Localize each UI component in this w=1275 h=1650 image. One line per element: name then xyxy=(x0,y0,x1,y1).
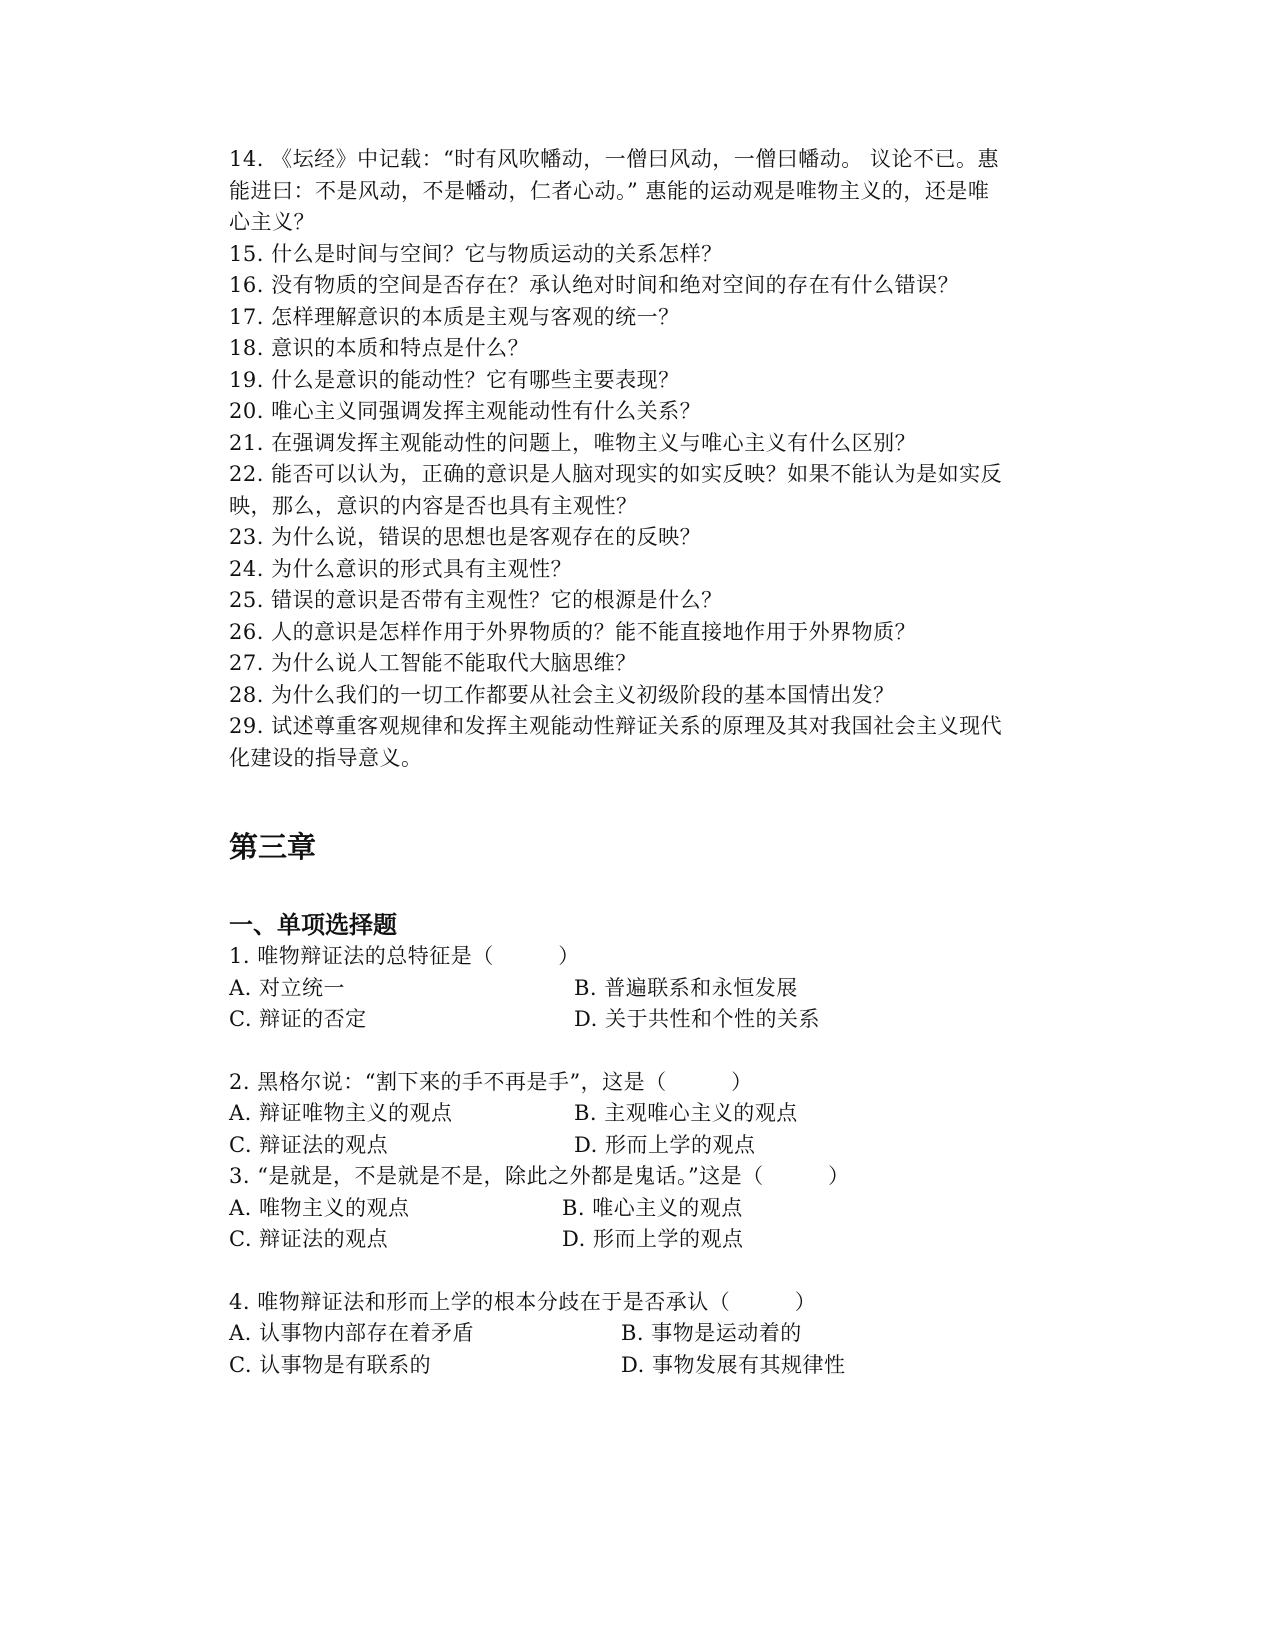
question-line: 28. 为什么我们的一切工作都要从社会主义初级阶段的基本国情出发？ xyxy=(229,682,895,707)
question-stem: 1. 唯物辩证法的总特征是（ ） xyxy=(229,944,580,968)
option-a: A. 辩证唯物主义的观点 xyxy=(229,1101,453,1125)
option-b: B. 普遍联系和永恒发展 xyxy=(574,975,798,1000)
question-item xyxy=(229,680,1129,712)
option-row xyxy=(229,973,1129,1005)
question-line: 能进曰：不是风动，不是幡动，仁者心动。” 惠能的运动观是唯物主义的，还是唯 xyxy=(229,178,990,203)
option-d: D. 形而上学的观点 xyxy=(574,1132,756,1157)
question-item xyxy=(229,585,1129,617)
document-page xyxy=(229,144,1129,1381)
option-c: C. 认事物是有联系的 xyxy=(229,1352,432,1377)
question-item xyxy=(229,648,1129,680)
question-item xyxy=(229,333,1129,365)
question-line: 27. 为什么说人工智能不能取代大脑思维？ xyxy=(229,651,637,675)
question-item xyxy=(229,459,1129,522)
option-d: D. 形而上学的观点 xyxy=(562,1227,744,1251)
question-line: 心主义？ xyxy=(229,210,315,234)
option-row xyxy=(229,1098,1129,1130)
question-item xyxy=(229,554,1129,586)
question-line: 17. 怎样理解意识的本质是主观与客观的统一？ xyxy=(229,304,680,329)
question-line: 14. 《坛经》中记载：“时有风吹幡动，一僧曰风动，一僧曰幡动。 议论不已。惠 xyxy=(229,147,999,171)
option-c: C. 辩证的否定 xyxy=(229,1007,367,1031)
option-d: D. 事物发展有其规律性 xyxy=(621,1352,846,1377)
option-row xyxy=(229,1350,1129,1382)
question-list xyxy=(229,144,1129,774)
question-line: 23. 为什么说，错误的思想也是客观存在的反映？ xyxy=(229,525,702,549)
question-line: 29. 试述尊重客观规律和发挥主观能动性辩证关系的原理及其对我国社会主义现代 xyxy=(229,714,1003,738)
mc-question-2 xyxy=(229,1067,1129,1162)
question-item xyxy=(229,302,1129,334)
question-item xyxy=(229,617,1129,649)
question-line: 化建设的指导意义。 xyxy=(229,745,423,770)
option-row xyxy=(229,1318,1129,1350)
option-b: B. 唯心主义的观点 xyxy=(562,1195,743,1220)
question-line: 15. 什么是时间与空间？它与物质运动的关系怎样？ xyxy=(229,241,723,266)
question-item xyxy=(229,711,1129,774)
option-row xyxy=(229,1004,1129,1036)
question-line: 24. 为什么意识的形式具有主观性？ xyxy=(229,556,573,581)
question-stem: 2. 黑格尔说：“割下来的手不再是手”，这是（ ） xyxy=(229,1069,753,1094)
question-item xyxy=(229,270,1129,302)
question-line: 22. 能否可以认为，正确的意识是人脑对现实的如实反映？如果不能认为是如实反 xyxy=(229,462,1003,486)
option-row xyxy=(229,1130,1129,1162)
question-line: 映，那么，意识的内容是否也具有主观性？ xyxy=(229,493,638,518)
mc-question-3 xyxy=(229,1161,1129,1256)
question-item xyxy=(229,365,1129,397)
option-c: C. 辩证法的观点 xyxy=(229,1132,389,1157)
question-line: 20. 唯心主义同强调发挥主观能动性有什么关系？ xyxy=(229,399,702,423)
question-item xyxy=(229,522,1129,554)
question-line: 26. 人的意识是怎样作用于外界物质的？能不能直接地作用于外界物质？ xyxy=(229,619,917,644)
question-item xyxy=(229,396,1129,428)
question-line: 18. 意识的本质和特点是什么？ xyxy=(229,336,530,360)
option-b: B. 主观唯心主义的观点 xyxy=(574,1101,798,1125)
question-line: 21. 在强调发挥主观能动性的问题上，唯物主义与唯心主义有什么区别？ xyxy=(229,430,917,455)
option-c: C. 辩证法的观点 xyxy=(229,1227,389,1251)
question-line: 19. 什么是意识的能动性？它有哪些主要表现？ xyxy=(229,367,680,392)
question-line: 16. 没有物质的空间是否存在？承认绝对时间和绝对空间的存在有什么错误？ xyxy=(229,273,960,297)
question-item xyxy=(229,144,1129,239)
mc-question-4 xyxy=(229,1287,1129,1382)
option-d: D. 关于共性和个性的关系 xyxy=(574,1007,820,1031)
option-a: A. 认事物内部存在着矛盾 xyxy=(229,1321,475,1345)
option-b: B. 事物是运动着的 xyxy=(621,1321,802,1345)
mc-question-1 xyxy=(229,941,1129,1036)
option-row xyxy=(229,1224,1129,1256)
chapter-title: 第三章 xyxy=(229,830,317,864)
question-stem: 4. 唯物辩证法和形而上学的根本分歧在于是否承认（ ） xyxy=(229,1289,817,1314)
question-item xyxy=(229,239,1129,271)
question-line: 25. 错误的意识是否带有主观性？它的根源是什么？ xyxy=(229,588,723,612)
question-stem: 3. “是就是，不是就是不是，除此之外都是鬼话。”这是（ ） xyxy=(229,1164,850,1188)
option-a: A. 唯物主义的观点 xyxy=(229,1195,410,1220)
option-a: A. 对立统一 xyxy=(229,975,346,1000)
question-item xyxy=(229,428,1129,460)
option-row xyxy=(229,1193,1129,1225)
section-title: 一、单项选择题 xyxy=(229,911,397,939)
